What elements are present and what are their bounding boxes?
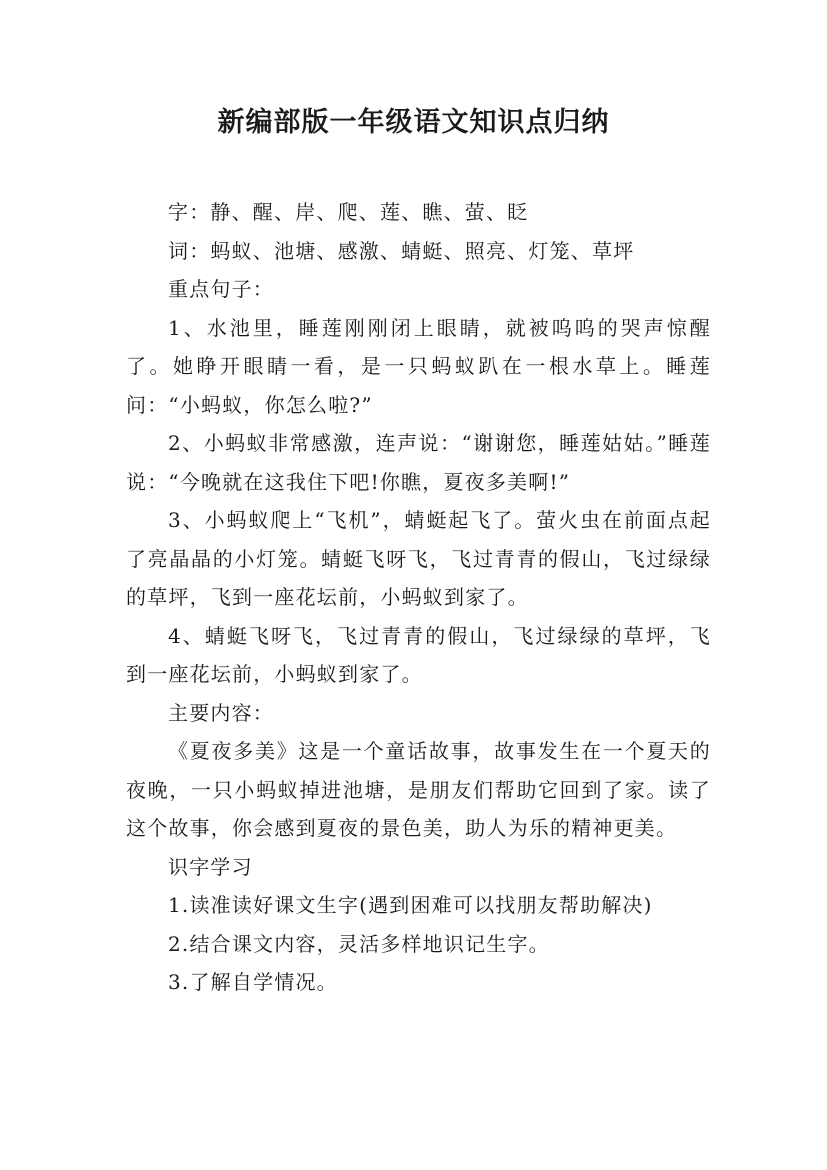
literacy-study-heading: 识字学习 — [168, 854, 253, 879]
literacy-item-3: 3.了解自学情况。 — [168, 970, 338, 994]
literacy-item-1: 1.读准读好课文生字(遇到困难可以找朋友帮助解决) — [168, 893, 653, 917]
main-content-paragraph: 《夏夜多美》这是一个童话故事，故事发生在一个夏天的夜晚，一只小蚂蚁掉进池塘，是朋友们帮助它回到了家。读了这个故事，你会感到夏夜的景色美，助人为乐的精神更美。 — [126, 739, 711, 840]
key-sentences-heading: 重点句子： — [168, 277, 274, 301]
key-sentence-2: 2、小蚂蚁非常感激，连声说：“谢谢您，睡莲姑姑。”睡莲说：“今晚就在这我住下吧!你瞧，夏夜多美啊!” — [126, 431, 711, 494]
characters-line: 字：静、醒、岸、爬、莲、瞧、萤、眨 — [168, 200, 529, 224]
literacy-item-2: 2.结合课文内容，灵活多样地识记生字。 — [168, 931, 550, 956]
words-line: 词：蚂蚁、池塘、感激、蜻蜓、照亮、灯笼、草坪 — [168, 238, 635, 263]
key-sentence-4: 4、蜻蜓飞呀飞，飞过青青的假山，飞过绿绿的草坪，飞到一座花坛前，小蚂蚁到家了。 — [126, 623, 711, 686]
key-sentence-3: 3、小蚂蚁爬上“飞机”，蜻蜓起飞了。萤火虫在前面点起了亮晶晶的小灯笼。蜻蜓飞呀飞，飞过青青的假山，飞过绿绿的草坪，飞到一座花坛前，小蚂蚁到家了。 — [126, 508, 711, 609]
document-body — [126, 193, 711, 1002]
document-title: 新编部版一年级语文知识点归纳 — [217, 107, 610, 138]
key-sentence-1: 1、水池里，睡莲刚刚闭上眼睛，就被呜呜的哭声惊醒了。她睁开眼睛一看，是一只蚂蚁趴在一根水草上。睡莲问：“小蚂蚁，你怎么啦?” — [126, 315, 711, 417]
main-content-heading: 主要内容： — [168, 700, 274, 725]
